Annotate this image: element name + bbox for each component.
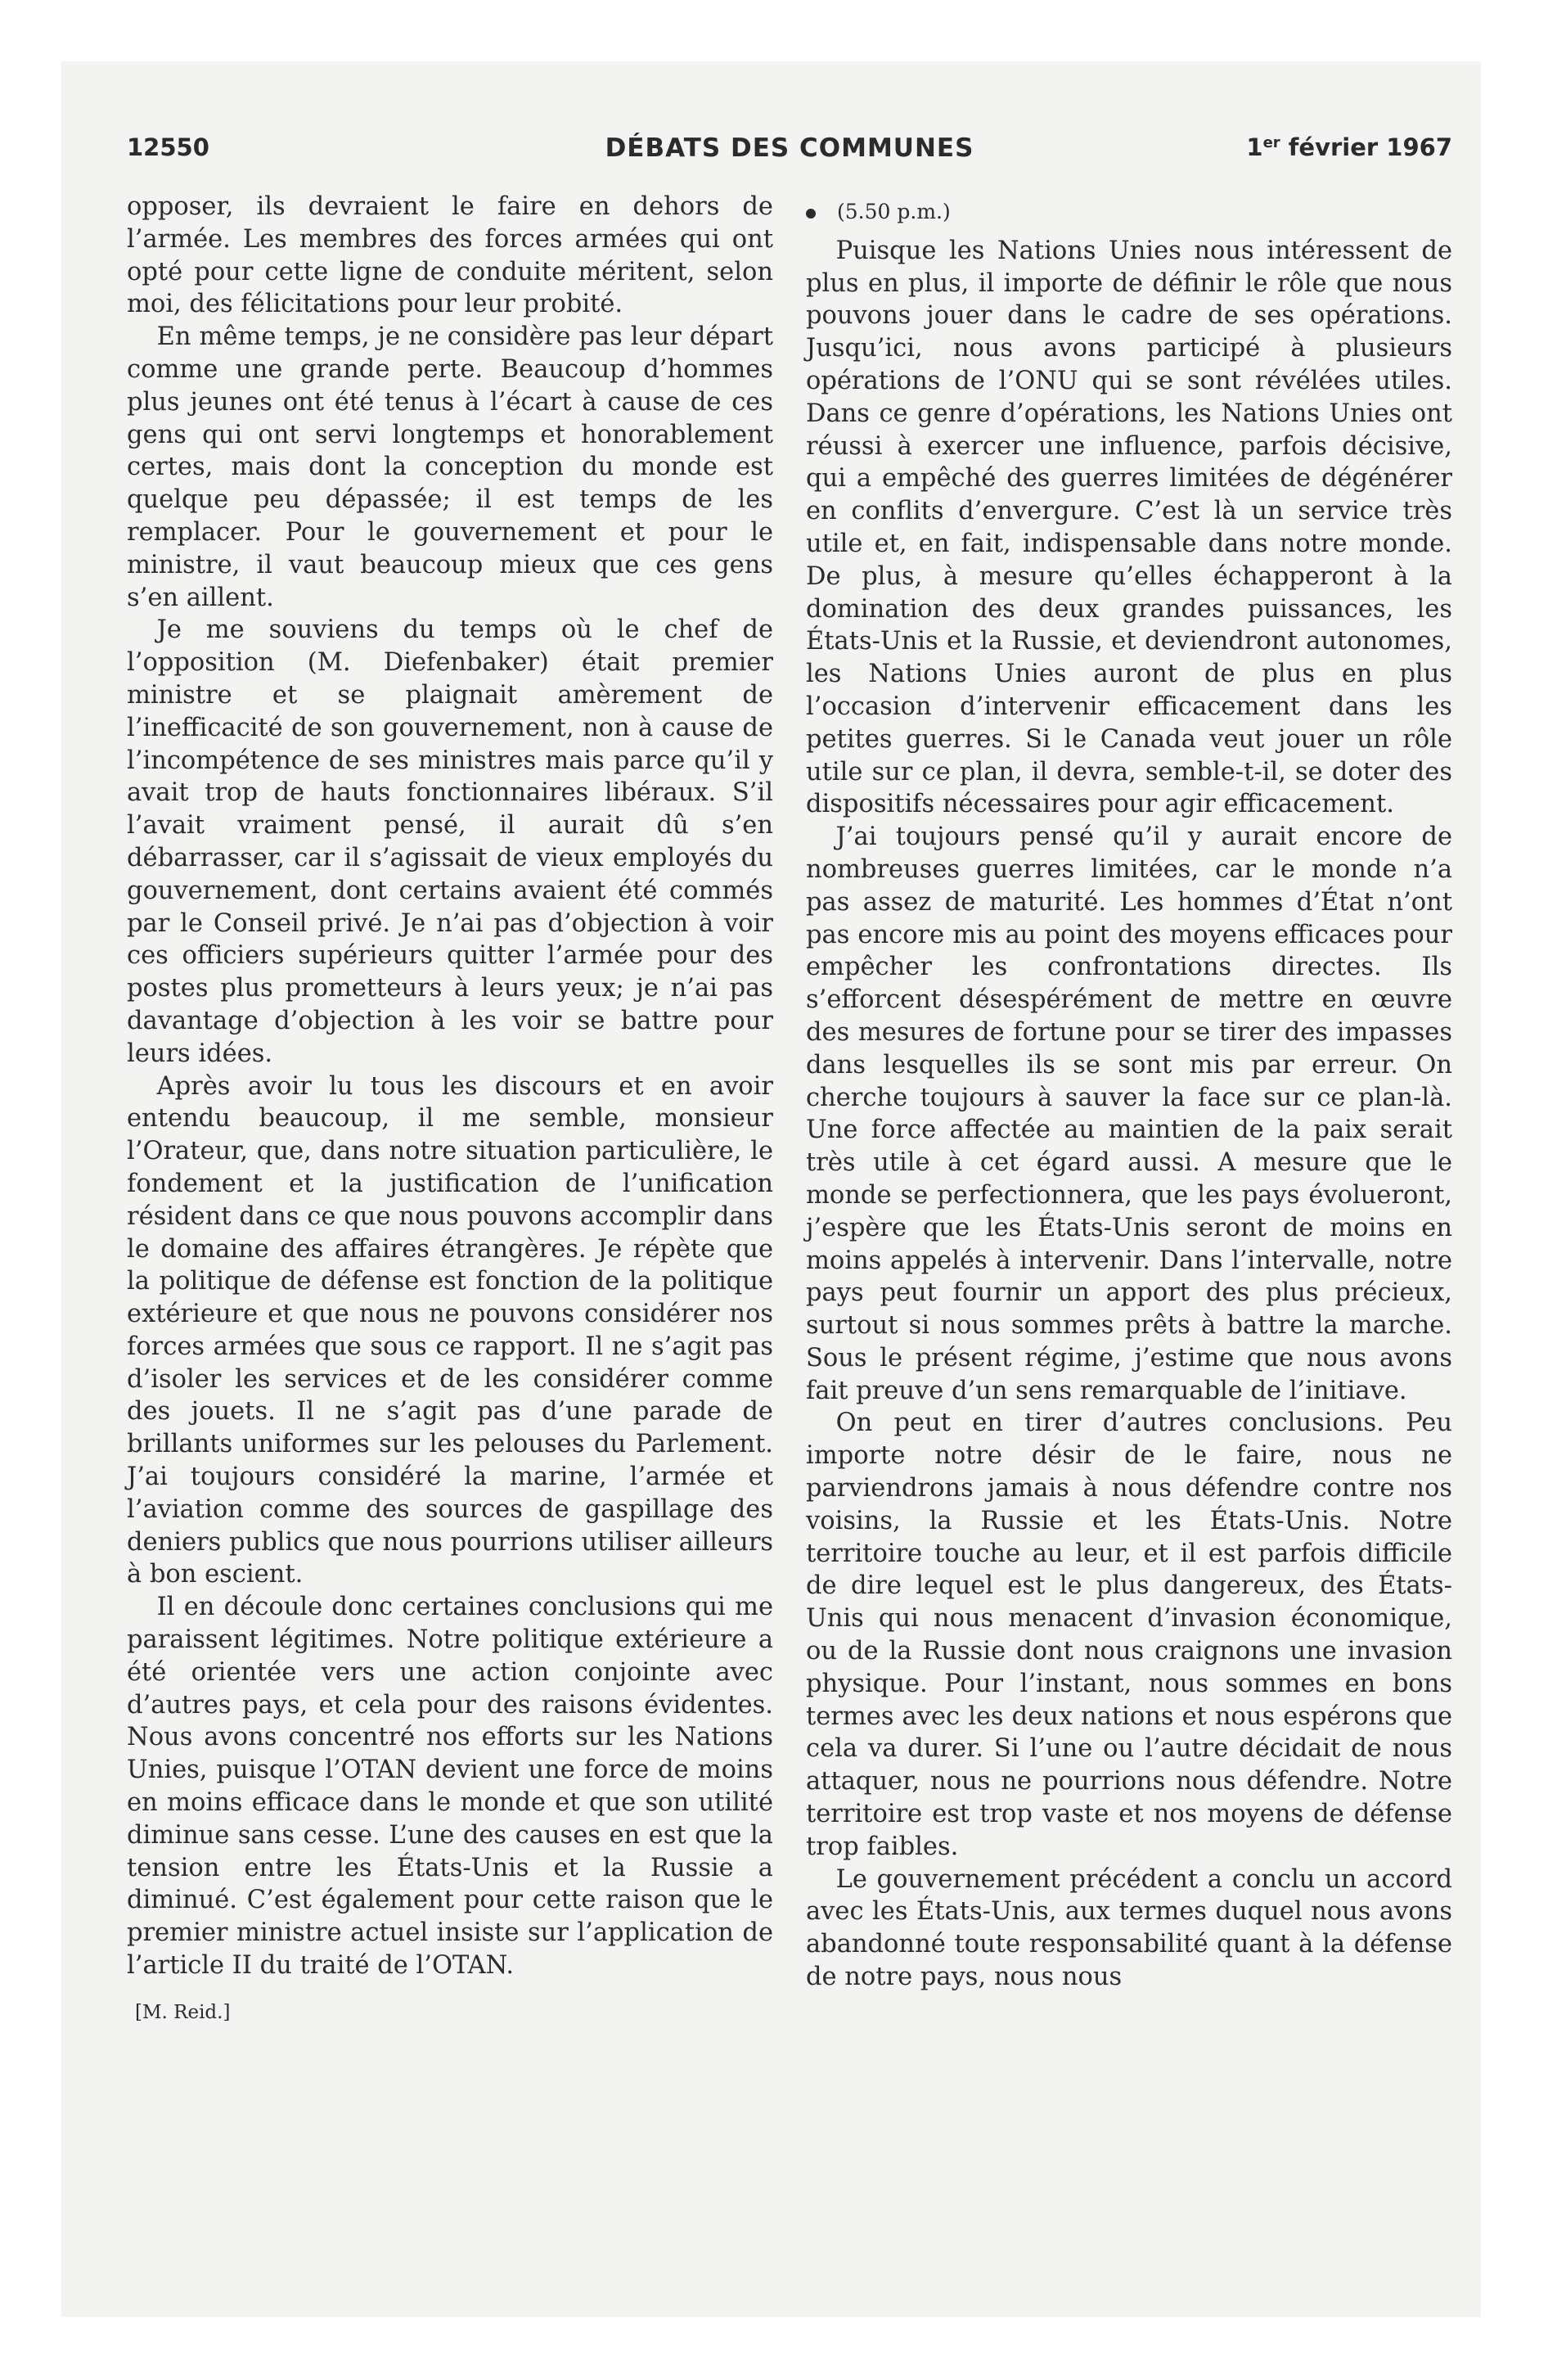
paragraph: En même temps, je ne considère pas leur départ comme une grande perte. Beaucoup d’hommes plus jeunes ont été tenus à l’écart à cause de ces gens qui ont servi longtemps et honorablement certes, mais dont la conception du monde est quelque peu dépassée; il est temps de les remplacer. Pour le gouvernement et pour le ministre, il vaut beaucoup mieux que ces gens s’en aillent. [127, 322, 773, 612]
right-column [806, 191, 1452, 1994]
paragraph: J’ai toujours pensé qu’il y aurait encore de nombreuses guerres limitées, car le monde n’a pas assez de maturité. Les hommes d’État n’ont pas encore mis au point des moyens efficaces pour empêcher les confrontations directes. Ils s’efforcent désespérément de mettre en œuvre des mesures de fortune pour se tirer des impasses dans lesquelles ils se sont mis par erreur. On cherche toujours à sauver la face sur ce plan-là. Une force affectée au maintien de la paix serait très utile à cet égard aussi. A mesure que le monde se perfectionnera, que les pays évolueront, j’espère que les États-Unis seront de moins en moins appelés à intervenir. Dans l’intervalle, notre pays peut fournir un apport des plus précieux, surtout si nous sommes prêts à battre la marche. Sous le présent régime, j’estime que nous avons fait preuve d’un sens remarquable de l’initiave. [806, 823, 1452, 1405]
time-marker [806, 196, 1452, 228]
paragraph: Je me souviens du temps où le chef de l’opposition (M. Diefenbaker) était premier ministre et se plaignait amèrement de l’inefficacité de son gouvernement, non à cause de l’incompétence de ses ministres mais parce qu’il y avait trop de hauts fonctionnaires libéraux. S’il l’avait vraiment pensé, il aurait dû s’en débarrasser, car il s’agissait de vieux employés du gouvernement, dont certains avaient été commés par le Conseil privé. Je n’ai pas d’objection à voir ces officiers supérieurs quitter l’armée pour des postes plus prometteurs à leurs yeux; je n’ai pas davantage d’objection à les voir se battre pour leurs idées. [127, 615, 773, 1068]
paragraph: Le gouvernement précédent a conclu un accord avec les États-Unis, aux termes duquel nous avons abandonné toute responsabilité quant à la défense de notre pays, nous nous [806, 1864, 1452, 1992]
paragraph: Puisque les Nations Unies nous intéressent de plus en plus, il importe de définir le rôle que nous pouvons jouer dans le cadre de ses opérations. Jusqu’ici, nous avons participé à plusieurs opérations de l’ONU qui se sont révélées utiles. Dans ce genre d’opérations, les Nations Unies ont réussi à exercer une influence, parfois décisive, qui a empêché des guerres limitées de dégénérer en conflits d’envergure. C’est là un service très utile et, en fait, indispensable dans notre monde. De plus, à mesure qu’elles échapperont à la domination des deux grandes puissances, les États-Unis et la Russie, et deviendront autonomes, les Nations Unies auront de plus en plus l’occasion d’intervenir efficacement dans les petites guerres. Si le Canada veut jouer un rôle utile sur ce plan, il devra, semble-t-il, se doter des dispositifs nécessaires pour agir efficacement. [806, 236, 1452, 819]
time-marker-text: (5.50 p.m.) [837, 200, 951, 223]
bullet-icon [806, 209, 816, 219]
page-number: 12550 [127, 133, 209, 161]
paragraph: Après avoir lu tous les discours et en avoir entendu beaucoup, il me semble, monsieur l’Orateur, que, dans notre situation particulière, le fondement et la justification de l’unification résident dans ce que nous pouvons accomplir dans le domaine des affaires étrangères. Je répète que la politique de défense est fonction de la politique extérieure et que nous ne pouvons considérer nos forces armées que sous ce rapport. Il ne s’agit pas d’isoler les services et de les considérer comme des jouets. Il ne s’agit pas d’une parade de brillants uniformes sur les pelouses du Parlement. J’ai toujours considéré la marine, l’armée et l’aviation comme des sources de gaspillage des deniers publics que nous pourrions utiliser ailleurs à bon escient. [127, 1071, 773, 1589]
paragraph: On peut en tirer d’autres conclusions. Peu importe notre désir de le faire, nous ne parviendrons jamais à nous défendre contre nos voisins, la Russie et les États-Unis. Notre territoire touche au leur, et il est parfois difficile de dire lequel est le plus dangereux, des États-Unis qui nous menacent d’invasion économique, ou de la Russie dont nous craignons une invasion physique. Pour l’instant, nous sommes en bons termes avec les deux nations et nous espérons que cela va durer. Si l’une ou l’autre décidait de nous attaquer, nous ne pourrions nous défendre. Notre territoire est trop vaste et nos moyens de défense trop faibles. [806, 1409, 1452, 1861]
paragraph: Il en découle donc certaines conclusions qui me paraissent légitimes. Notre politique extérieure a été orientée vers une action conjointe avec d’autres pays, et cela pour des raisons évidentes. Nous avons concentré nos efforts sur les Nations Unies, puisque l’OTAN devient une force de moins en moins efficace dans le monde et que son utilité diminue sans cesse. L’une des causes en est que la tension entre les États-Unis et la Russie a diminué. C’est également pour cette raison que le premier ministre actuel insiste sur l’application de l’article II du traité de l’OTAN. [127, 1593, 773, 1981]
paragraph: opposer, ils devraient le faire en dehors de l’armée. Les membres des forces armées qui ont opté pour cette ligne de conduite méritent, selon moi, des félicitations pour leur probité. [127, 192, 773, 319]
journal-title: DÉBATS DES COMMUNES [605, 133, 974, 163]
header-date [1246, 133, 1452, 161]
date-day: 1 [1246, 133, 1263, 161]
page-header [127, 133, 1452, 174]
date-superscript: er [1262, 134, 1280, 151]
left-column [127, 191, 773, 2030]
date-month-year: février 1967 [1280, 133, 1452, 161]
speaker-attribution: [M. Reid.] [135, 2001, 231, 2023]
